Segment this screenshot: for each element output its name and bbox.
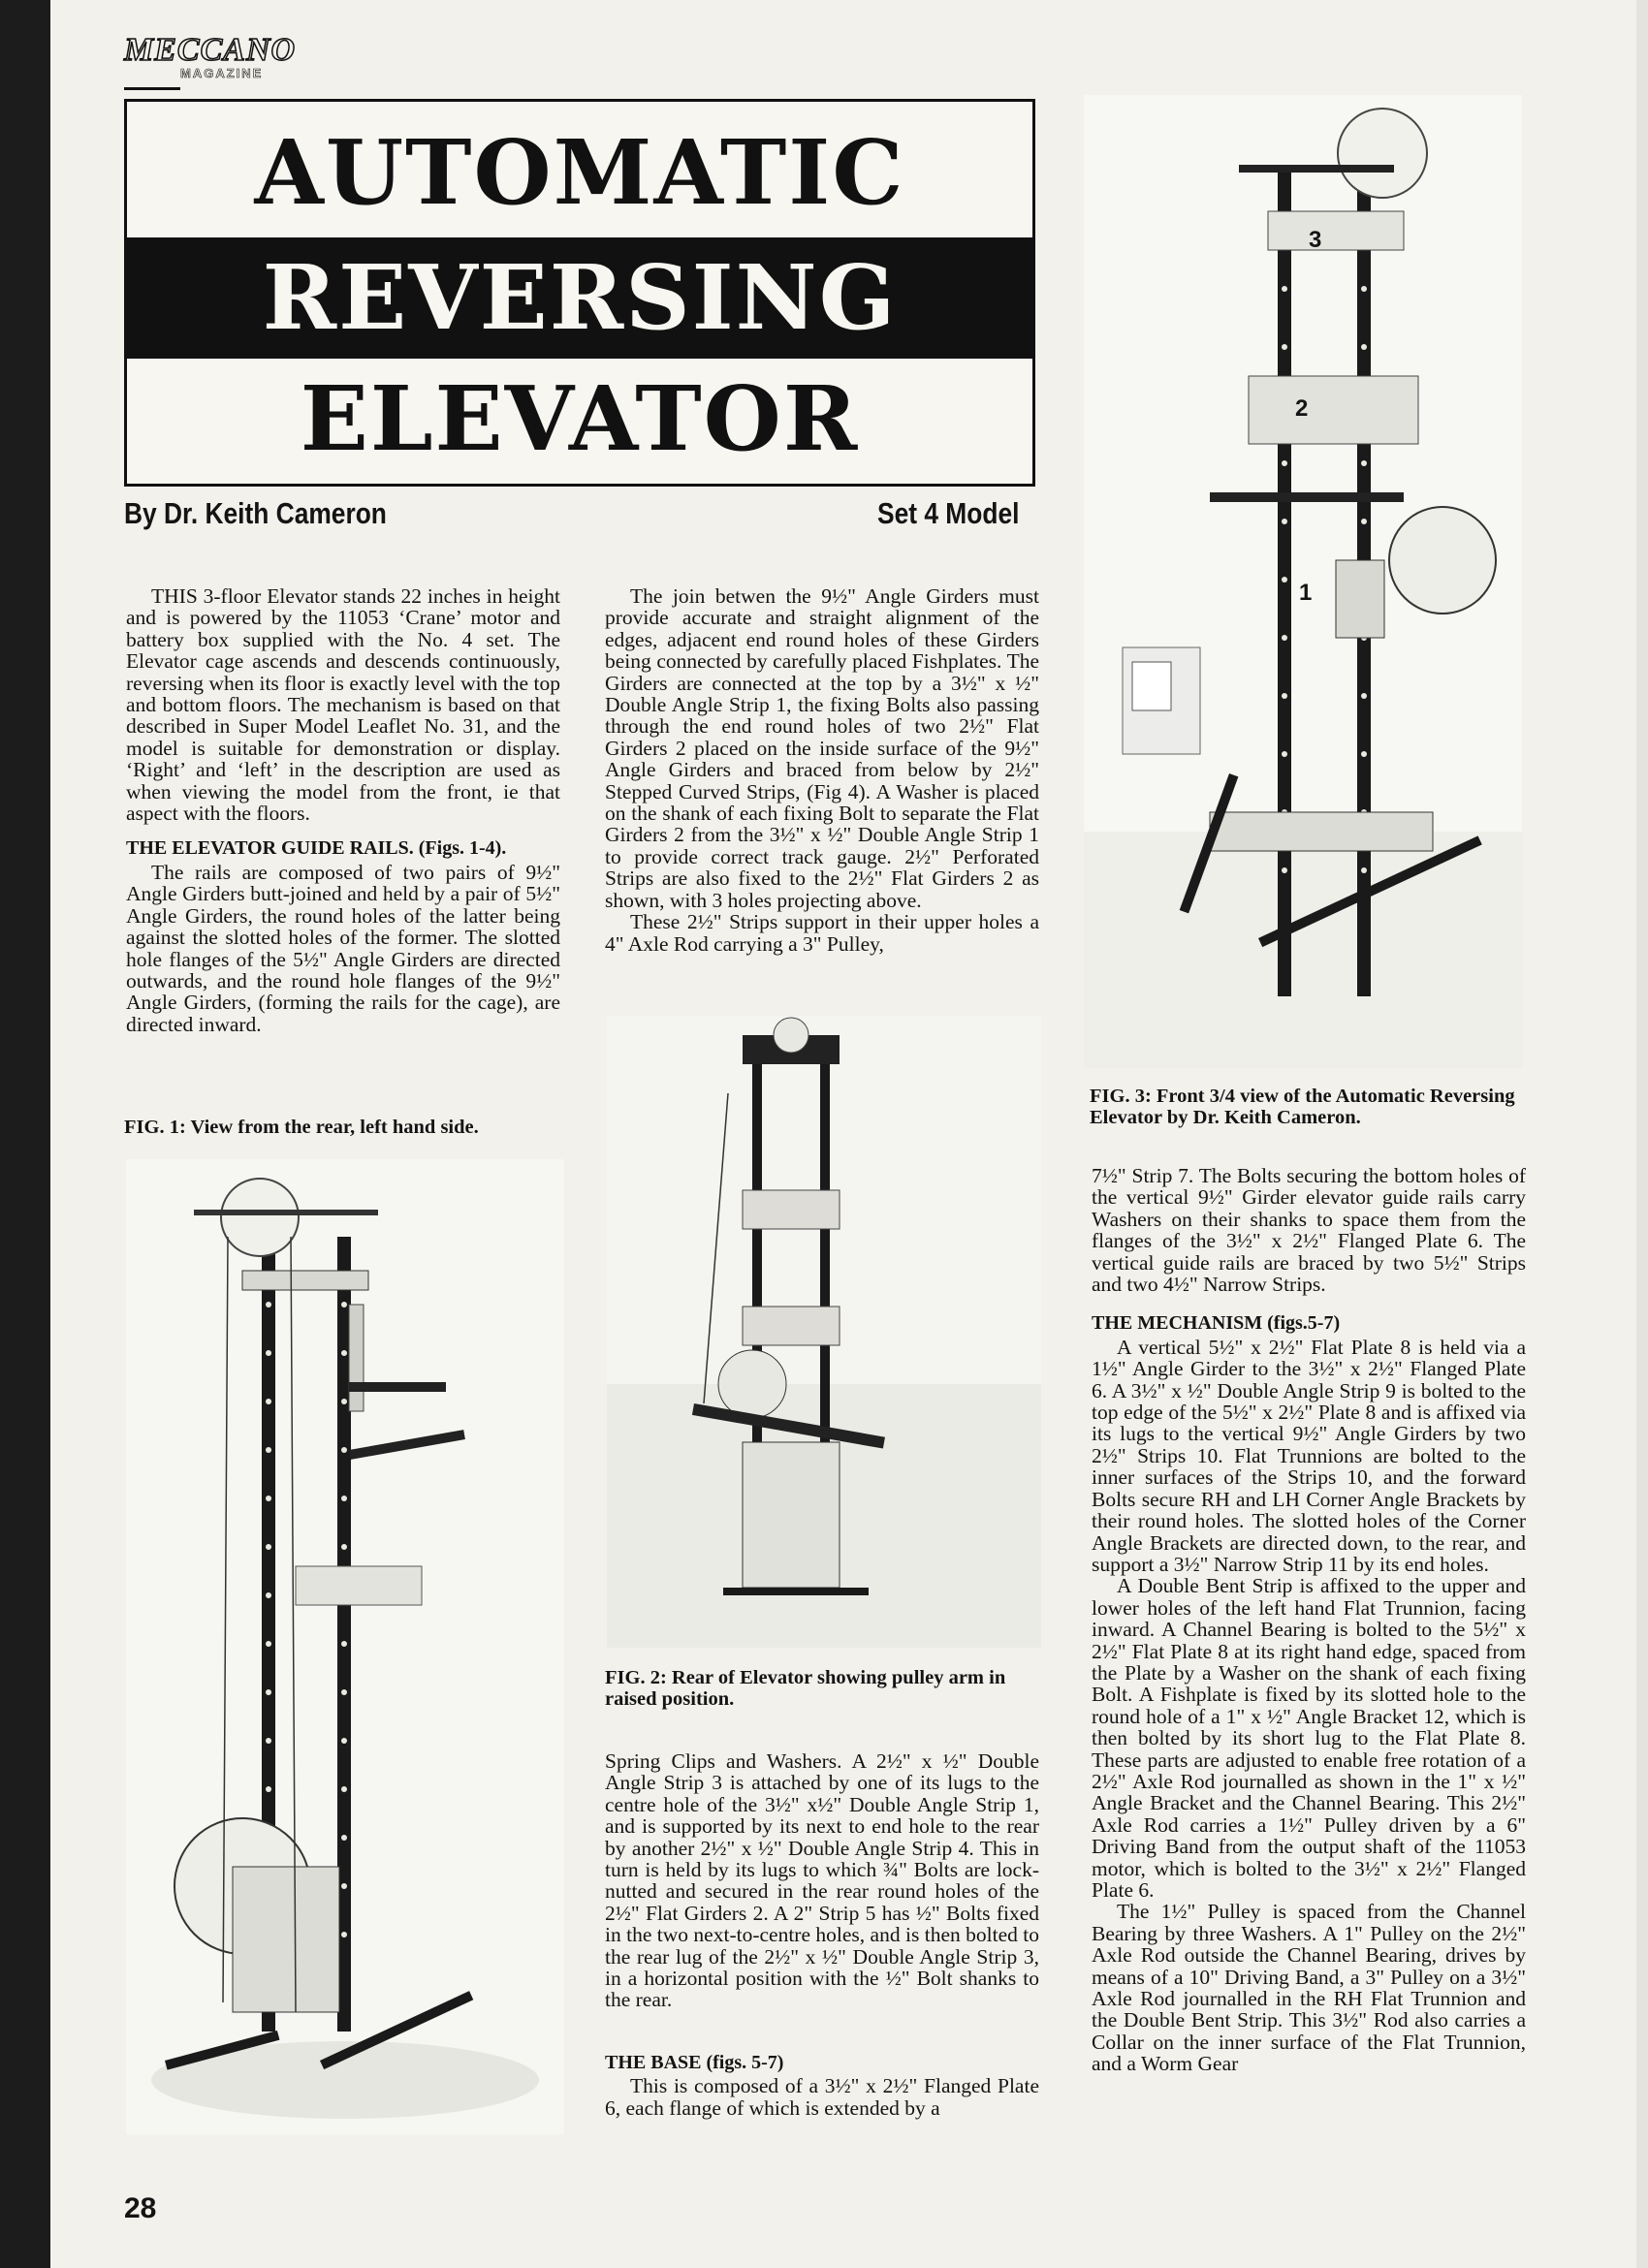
mechanism-paragraph-2: A Double Bent Strip is affixed to the upper and lower holes of the left hand Flat Trunnion, facing inward. A Channel Bearing is bolted to the 5½" x 2½" Flat Plate 8 at its right hand edge, spaced from the Plate by a Washer on the shank of each fixing Bolt. A Fishplate is fixed by its slotted hole to the round hole of a 1" x ½" Angle Bracket 12, which is then bolted by its short lug to the Flat Plate 8. These parts are adjusted to enable free rotation of a 2½" Axle Rod journalled as shown in the 1" x ½" Angle Bracket and the Channel Bearing. This 2½" Axle Rod carries a 1½" Pulley driven by a 6" Driving Band from the output shaft of the 11053 motor, which is bolted to the 3½" x 2½" Flanged Plate 6. [1092, 1574, 1526, 1902]
section-heading-guide-rails: THE ELEVATOR GUIDE RAILS. (Figs. 1-4). [126, 837, 507, 860]
title-line-3: ELEVATOR [300, 366, 860, 471]
column-1-text [126, 585, 560, 1035]
fig2-photo [607, 1016, 1041, 1648]
guide-rail-bolts-paragraph: 7½" Strip 7. The Bolts securing the bottom holes of the vertical 9½" Girder elevator guide rails carry Washers on their shanks to space them from the flanges of the 3½" x 2½" Flanged Plate 6. The vertical guide rails are braced by two 5½" Strips and two 4½" Narrow Strips. [1092, 1164, 1526, 1297]
set-model-label: Set 4 Model [877, 496, 1020, 530]
title-line-2: REVERSING [127, 237, 1032, 359]
page-binding-shadow [0, 0, 50, 2268]
title-line-1: AUTOMATIC [254, 120, 905, 225]
column-3-text [1092, 1165, 1526, 2075]
page-edge [1636, 0, 1648, 2268]
masthead-title: MECCANO [124, 32, 297, 68]
mechanism-paragraph-1: A vertical 5½" x 2½" Flat Plate 8 is held via a 1½" Angle Girder to the 3½" x 2½" Flanged Plate 6. A 3½" x ½" Double Angle Strip 9 is bolted to the top edge of the 5½" x 2½" Plate 8 and is affixed via its lugs to the vertical 9½" Angle Girders by two 2½" Strips 10. Flat Trunnions are bolted to the inner surfaces of the Strips 10, and the forward Bolts secure RH and LH Corner Angle Brackets by their round holes. The slotted holes of the Corner Angle Brackets are directed down, to the rear, and support a 3½" Narrow Strip 11 by its end holes. [1092, 1335, 1526, 1576]
fig1-caption: FIG. 1: View from the rear, left hand side. [124, 1117, 479, 1138]
author-byline: By Dr. Keith Cameron [124, 496, 387, 530]
fig3-photo [1084, 95, 1522, 1068]
page-number: 28 [124, 2192, 157, 2224]
section-heading-base: THE BASE (figs. 5-7) [605, 2051, 784, 2073]
double-angle-strip-paragraph: Spring Clips and Washers. A 2½" x ½" Double Angle Strip 3 is attached by one of its lugs to the centre hole of the 3½" x½" Double Angle Strip 1, and is supported by its next to end hole to the rear by another 2½" x ½" Double Angle Strip 4. This in turn is held by its lugs to which ¾" Bolts are lock-nutted and secured in the rear round holes of the 2½" Flat Girders 2. A 2" Strip 5 has ½" Bolts fixed in the two next-to-centre holes, and is then bolted to the rear lug of the 2½" x ½" Double Angle Strip 3, in a horizontal position with the ½" Bolt shanks to the rear. [605, 1749, 1039, 2012]
elevator-rear-pulley-photo [607, 1016, 1041, 1648]
magazine-masthead [124, 31, 337, 91]
mechanism-paragraph-3: The 1½" Pulley is spaced from the Channel Bearing by three Washers. A 1" Pulley on the 2½" Axle Rod outside the Channel Bearing, drives by means of a 10" Driving Band, a 3" Pulley on a 3½" Axle Rod journalled in the RH Flat Trunnion and the Double Bent Strip. This 3½" Rod also carries a Collar on the inner surface of the Flat Trunnion, and a Worm Gear [1092, 1900, 1526, 2076]
floor-2-label: 2 [1295, 395, 1309, 422]
column-2-text-top [605, 585, 1039, 955]
base-paragraph: This is composed of a 3½" x 2½" Flanged Plate 6, each flange of which is extended by a [605, 2074, 1039, 2120]
girder-join-paragraph: The join betwen the 9½" Angle Girders must provide accurate and straight alignment of the edges, adjacent end round holes of these Girders being connected by carefully placed Fishplates. The Girders are connected at the top by a 3½" x ½" Double Angle Strip 1, the fixing Bolts also passing through the end round holes of two 2½" Flat Girders 2 placed on the inside surface of the 9½" Angle Girders and braced from below by 2½" Stepped Curved Strips, (Fig 4). A Washer is placed on the shank of each fixing Bolt to separate the Flat Girders 2 from the 3½" x ½" Double Angle Strip 1 to provide correct track gauge. 2½" Perforated Strips are also fixed to the 2½" Flat Girders 2 as shown, with 3 holes projecting above. [605, 584, 1039, 912]
fig3-caption: FIG. 3: Front 3/4 view of the Automatic Reversing Elevator by Dr. Keith Cameron. [1090, 1086, 1515, 1128]
masthead-subtitle: MAGAZINE [180, 66, 264, 80]
article-title-box [124, 99, 1035, 487]
elevator-rear-photo [126, 1159, 564, 2134]
floor-1-label: 1 [1299, 580, 1313, 606]
floor-3-label: 3 [1309, 227, 1322, 253]
masthead-rule [124, 87, 180, 90]
section-heading-mechanism: THE MECHANISM (figs.5-7) [1092, 1312, 1341, 1335]
fig2-caption: FIG. 2: Rear of Elevator showing pulley arm in raised position. [605, 1667, 1006, 1710]
intro-paragraph: THIS 3-floor Elevator stands 22 inches in height and is powered by the 11053 ‘Crane’ motor and battery box supplied with the No. 4 set. The Elevator cage ascends and descends continuously, reversing when its floor is exactly level with the top and bottom floors. The mechanism is based on that described in Super Model Leaflet No. 31, and the model is suitable for demonstration or display. ‘Right’ and ‘left’ in the description are used as when viewing the model from the front, ie that aspect with the floors. [126, 584, 560, 826]
pulley-support-paragraph: These 2½" Strips support in their upper holes a 4" Axle Rod carrying a 3" Pulley, [605, 910, 1039, 956]
fig1-photo [126, 1159, 564, 2134]
column-2-text-bottom [605, 1750, 1039, 2119]
guide-rails-paragraph: The rails are composed of two pairs of 9½" Angle Girders butt-joined and held by a pair of 5½" Angle Girders, the round holes of the latter being against the slotted holes of the former. The slotted hole flanges of the 5½" Angle Girders are directed outwards, and the round hole flanges of the 9½" Angle Girders, (forming the rails for the cage), are directed inward. [126, 860, 560, 1036]
